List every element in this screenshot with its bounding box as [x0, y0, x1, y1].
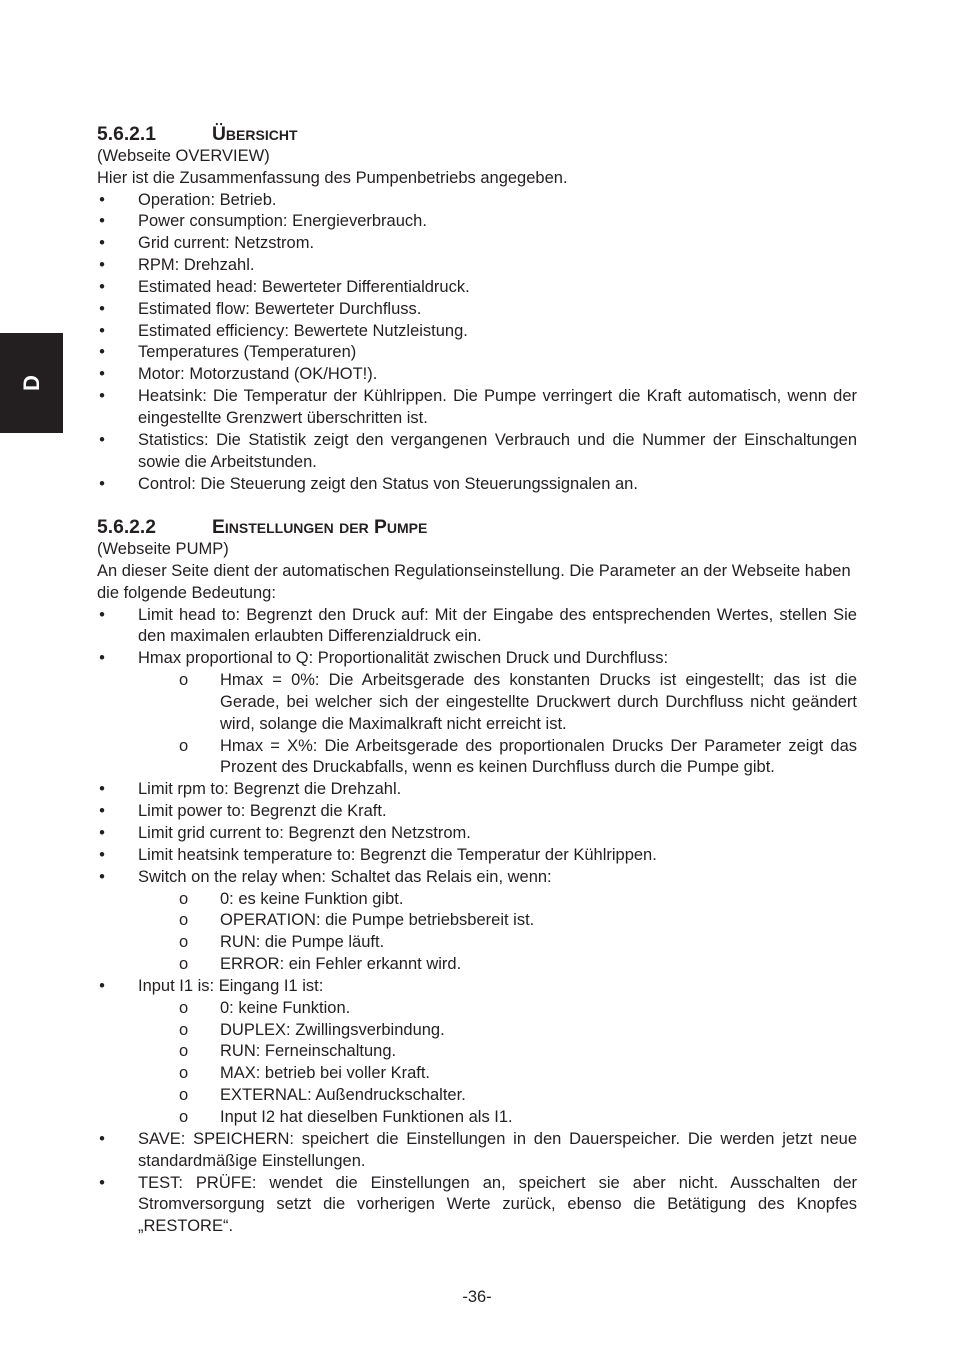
list-item [97, 321, 857, 343]
list-item-text: Switch on the relay when: Schaltet das Relais ein, wenn: [138, 867, 552, 886]
bullet-marker: • [99, 649, 105, 668]
sub-bullet-marker: o [179, 1086, 189, 1105]
list-item [97, 255, 857, 277]
list-item [97, 386, 857, 430]
sub-list [138, 998, 857, 1129]
bullet-marker: • [99, 605, 105, 624]
intro-line: (Webseite PUMP) [97, 540, 229, 559]
list-item-text: Estimated head: Bewerteter Differentialdruck. [138, 277, 470, 296]
list-item-text: TEST: PRÜFE: wendet die Einstellungen an, speichert sie aber nicht. Ausschalten der Stromversorgung setzt die vorherigen Werte zurück, ebenso die Betätigung des Knopfes „RESTORE“. [138, 1173, 857, 1236]
bullet-marker: • [99, 277, 105, 296]
list-item-text: Heatsink: Die Temperatur der Kühlrippen. Die Pumpe verringert die Kraft automatisch, wenn der eingestellte Grenzwert überschritten ist. [138, 387, 857, 427]
list-item [97, 1129, 857, 1173]
list-item-text: Temperatures (Temperaturen) [138, 343, 357, 362]
bullet-marker: • [99, 343, 105, 362]
list-item [97, 190, 857, 212]
sub-list [138, 889, 857, 976]
bullet-marker: • [99, 802, 105, 821]
list-item-text: SAVE: SPEICHERN: speichert die Einstellungen in den Dauerspeicher. Die werden jetzt neue standardmäßige Einstellungen. [138, 1129, 857, 1170]
sub-list-item [138, 1063, 857, 1085]
list-item [97, 976, 857, 1129]
section-number: 5.6.2.2 [97, 517, 157, 539]
bullet-marker: • [99, 867, 105, 886]
list-item-text: Operation: Betrieb. [138, 190, 277, 209]
pump-settings-list [97, 605, 857, 1238]
list-item [97, 233, 857, 255]
sub-list-item-text: MAX: betrieb bei voller Kraft. [220, 1064, 431, 1083]
bullet-marker: • [99, 474, 105, 493]
sub-list-item-text: DUPLEX: Zwillingsverbindung. [220, 1020, 445, 1039]
sub-list-item-text: Input I2 hat dieselben Funktionen als I1. [220, 1107, 513, 1126]
language-tab-label: D [18, 375, 44, 391]
sub-list [138, 670, 857, 779]
list-item [97, 845, 857, 867]
intro-line: (Webseite OVERVIEW) [97, 146, 270, 165]
sub-bullet-marker: o [179, 955, 189, 974]
sub-list-item-text: 0: es keine Funktion gibt. [220, 889, 404, 908]
list-item-text: Estimated flow: Bewerteter Durchfluss. [138, 299, 422, 318]
list-item-text: Hmax proportional to Q: Proportionalität zwischen Druck und Durchfluss: [138, 649, 669, 668]
list-item-text: Limit grid current to: Begrenzt den Netzstrom. [138, 824, 471, 842]
bullet-marker: • [99, 190, 105, 209]
sub-list-item [138, 954, 857, 976]
sub-list-item [138, 910, 857, 932]
sub-bullet-marker: o [179, 1107, 189, 1126]
intro-line: Hier ist die Zusammenfassung des Pumpenbetriebs angegeben. [97, 168, 568, 187]
bullet-marker: • [99, 824, 105, 842]
list-item [97, 823, 857, 845]
sub-list-item [138, 1041, 857, 1063]
sub-list-item-text: OPERATION: die Pumpe betriebsbereit ist. [220, 911, 535, 930]
section-title: Einstellungen der Pumpe [212, 517, 428, 539]
sub-list-item-text: RUN: Ferneinschaltung. [220, 1042, 397, 1061]
sub-list-item [138, 736, 857, 780]
sub-bullet-marker: o [179, 1064, 189, 1083]
bullet-marker: • [99, 234, 105, 253]
bullet-marker: • [99, 321, 105, 340]
section-title: Übersicht [212, 124, 298, 145]
list-item-text: Estimated efficiency: Bewertete Nutzleistung. [138, 321, 468, 340]
list-item-text: Limit power to: Begrenzt die Kraft. [138, 802, 387, 821]
bullet-marker: • [99, 1173, 105, 1192]
bullet-marker: • [99, 256, 105, 275]
list-item [97, 801, 857, 823]
sub-list-item [138, 1020, 857, 1042]
list-item-text: Input I1 is: Eingang I1 ist: [138, 976, 324, 995]
bullet-marker: • [99, 976, 105, 995]
sub-list-item-text: RUN: die Pumpe läuft. [220, 933, 385, 952]
bullet-marker: • [99, 430, 105, 449]
bullet-marker: • [99, 780, 105, 799]
sub-bullet-marker: o [179, 1020, 189, 1039]
sub-list-item [138, 670, 857, 736]
sub-list-item-text: Hmax = 0%: Die Arbeitsgerade des konstanten Drucks ist eingestellt; das ist die Gerade, bei welcher sich der eingestellte Druckwert durch Durchfluss nicht geändert wird, solange die Maximalkraft nicht erreicht ist. [220, 671, 857, 733]
list-item-text: Limit head to: Begrenzt den Druck auf: Mit der Eingabe des entsprechenden Wertes, stellen Sie den maximalen erlaubten Differenzialdruck ein. [138, 605, 857, 646]
list-item [97, 1173, 857, 1239]
list-item [97, 430, 857, 474]
bullet-marker: • [99, 845, 105, 864]
section-heading-overview [97, 124, 857, 146]
overview-list [97, 190, 857, 496]
sub-list-item-text: ERROR: ein Fehler erkannt wird. [220, 955, 462, 974]
list-item [97, 648, 857, 779]
bullet-marker: • [99, 387, 105, 406]
list-item [97, 342, 857, 364]
list-item-text: Power consumption: Energieverbrauch. [138, 212, 427, 231]
bullet-marker: • [99, 1129, 105, 1148]
list-item-text: RPM: Drehzahl. [138, 256, 255, 275]
list-item-text: Limit rpm to: Begrenzt die Drehzahl. [138, 780, 402, 799]
sub-list-item [138, 932, 857, 954]
sub-list-item [138, 1085, 857, 1107]
list-item [97, 277, 857, 299]
list-item-text: Limit heatsink temperature to: Begrenzt die Temperatur der Kühlrippen. [138, 845, 657, 864]
bullet-marker: • [99, 299, 105, 318]
list-item [97, 474, 857, 496]
list-item [97, 299, 857, 321]
sub-list-item [138, 1107, 857, 1129]
list-item-text: Motor: Motorzustand (OK/HOT!). [138, 365, 378, 384]
list-item [97, 867, 857, 976]
list-item [97, 211, 857, 233]
sub-bullet-marker: o [179, 933, 189, 952]
section-number: 5.6.2.1 [97, 124, 157, 145]
list-item [97, 779, 857, 801]
list-item-text: Grid current: Netzstrom. [138, 234, 315, 253]
sub-list-item [138, 889, 857, 911]
list-item [97, 605, 857, 649]
language-tab [0, 333, 63, 433]
sub-bullet-marker: o [179, 998, 189, 1017]
sub-bullet-marker: o [179, 911, 189, 930]
document-body [97, 124, 857, 1238]
bullet-marker: • [99, 212, 105, 231]
list-item-text: Control: Die Steuerung zeigt den Status von Steuerungssignalen an. [138, 474, 638, 493]
sub-bullet-marker: o [179, 1042, 189, 1061]
section-intro [97, 539, 857, 605]
intro-line: An dieser Seite dient der automatischen Regulationseinstellung. Die Parameter an der Webseite haben die folgende Bedeutung: [97, 561, 851, 602]
sub-list-item [138, 998, 857, 1020]
sub-bullet-marker: o [179, 736, 189, 755]
sub-list-item-text: Hmax = X%: Die Arbeitsgerade des proportionalen Drucks Der Parameter zeigt das Prozent des Druckabfalls, wenn es keinen Durchfluss durch die Pumpe gibt. [220, 736, 857, 777]
sub-list-item-text: 0: keine Funktion. [220, 998, 351, 1017]
list-item-text: Statistics: Die Statistik zeigt den vergangenen Verbrauch und die Nummer der Einschaltungen sowie die Arbeitstunden. [138, 430, 857, 471]
list-item [97, 364, 857, 386]
page-number: -36- [462, 1288, 492, 1306]
section-intro [97, 146, 857, 190]
sub-bullet-marker: o [179, 671, 189, 690]
bullet-marker: • [99, 365, 105, 384]
sub-bullet-marker: o [179, 889, 189, 908]
sub-list-item-text: EXTERNAL: Außendruckschalter. [220, 1086, 466, 1105]
section-heading-pump [97, 517, 857, 539]
